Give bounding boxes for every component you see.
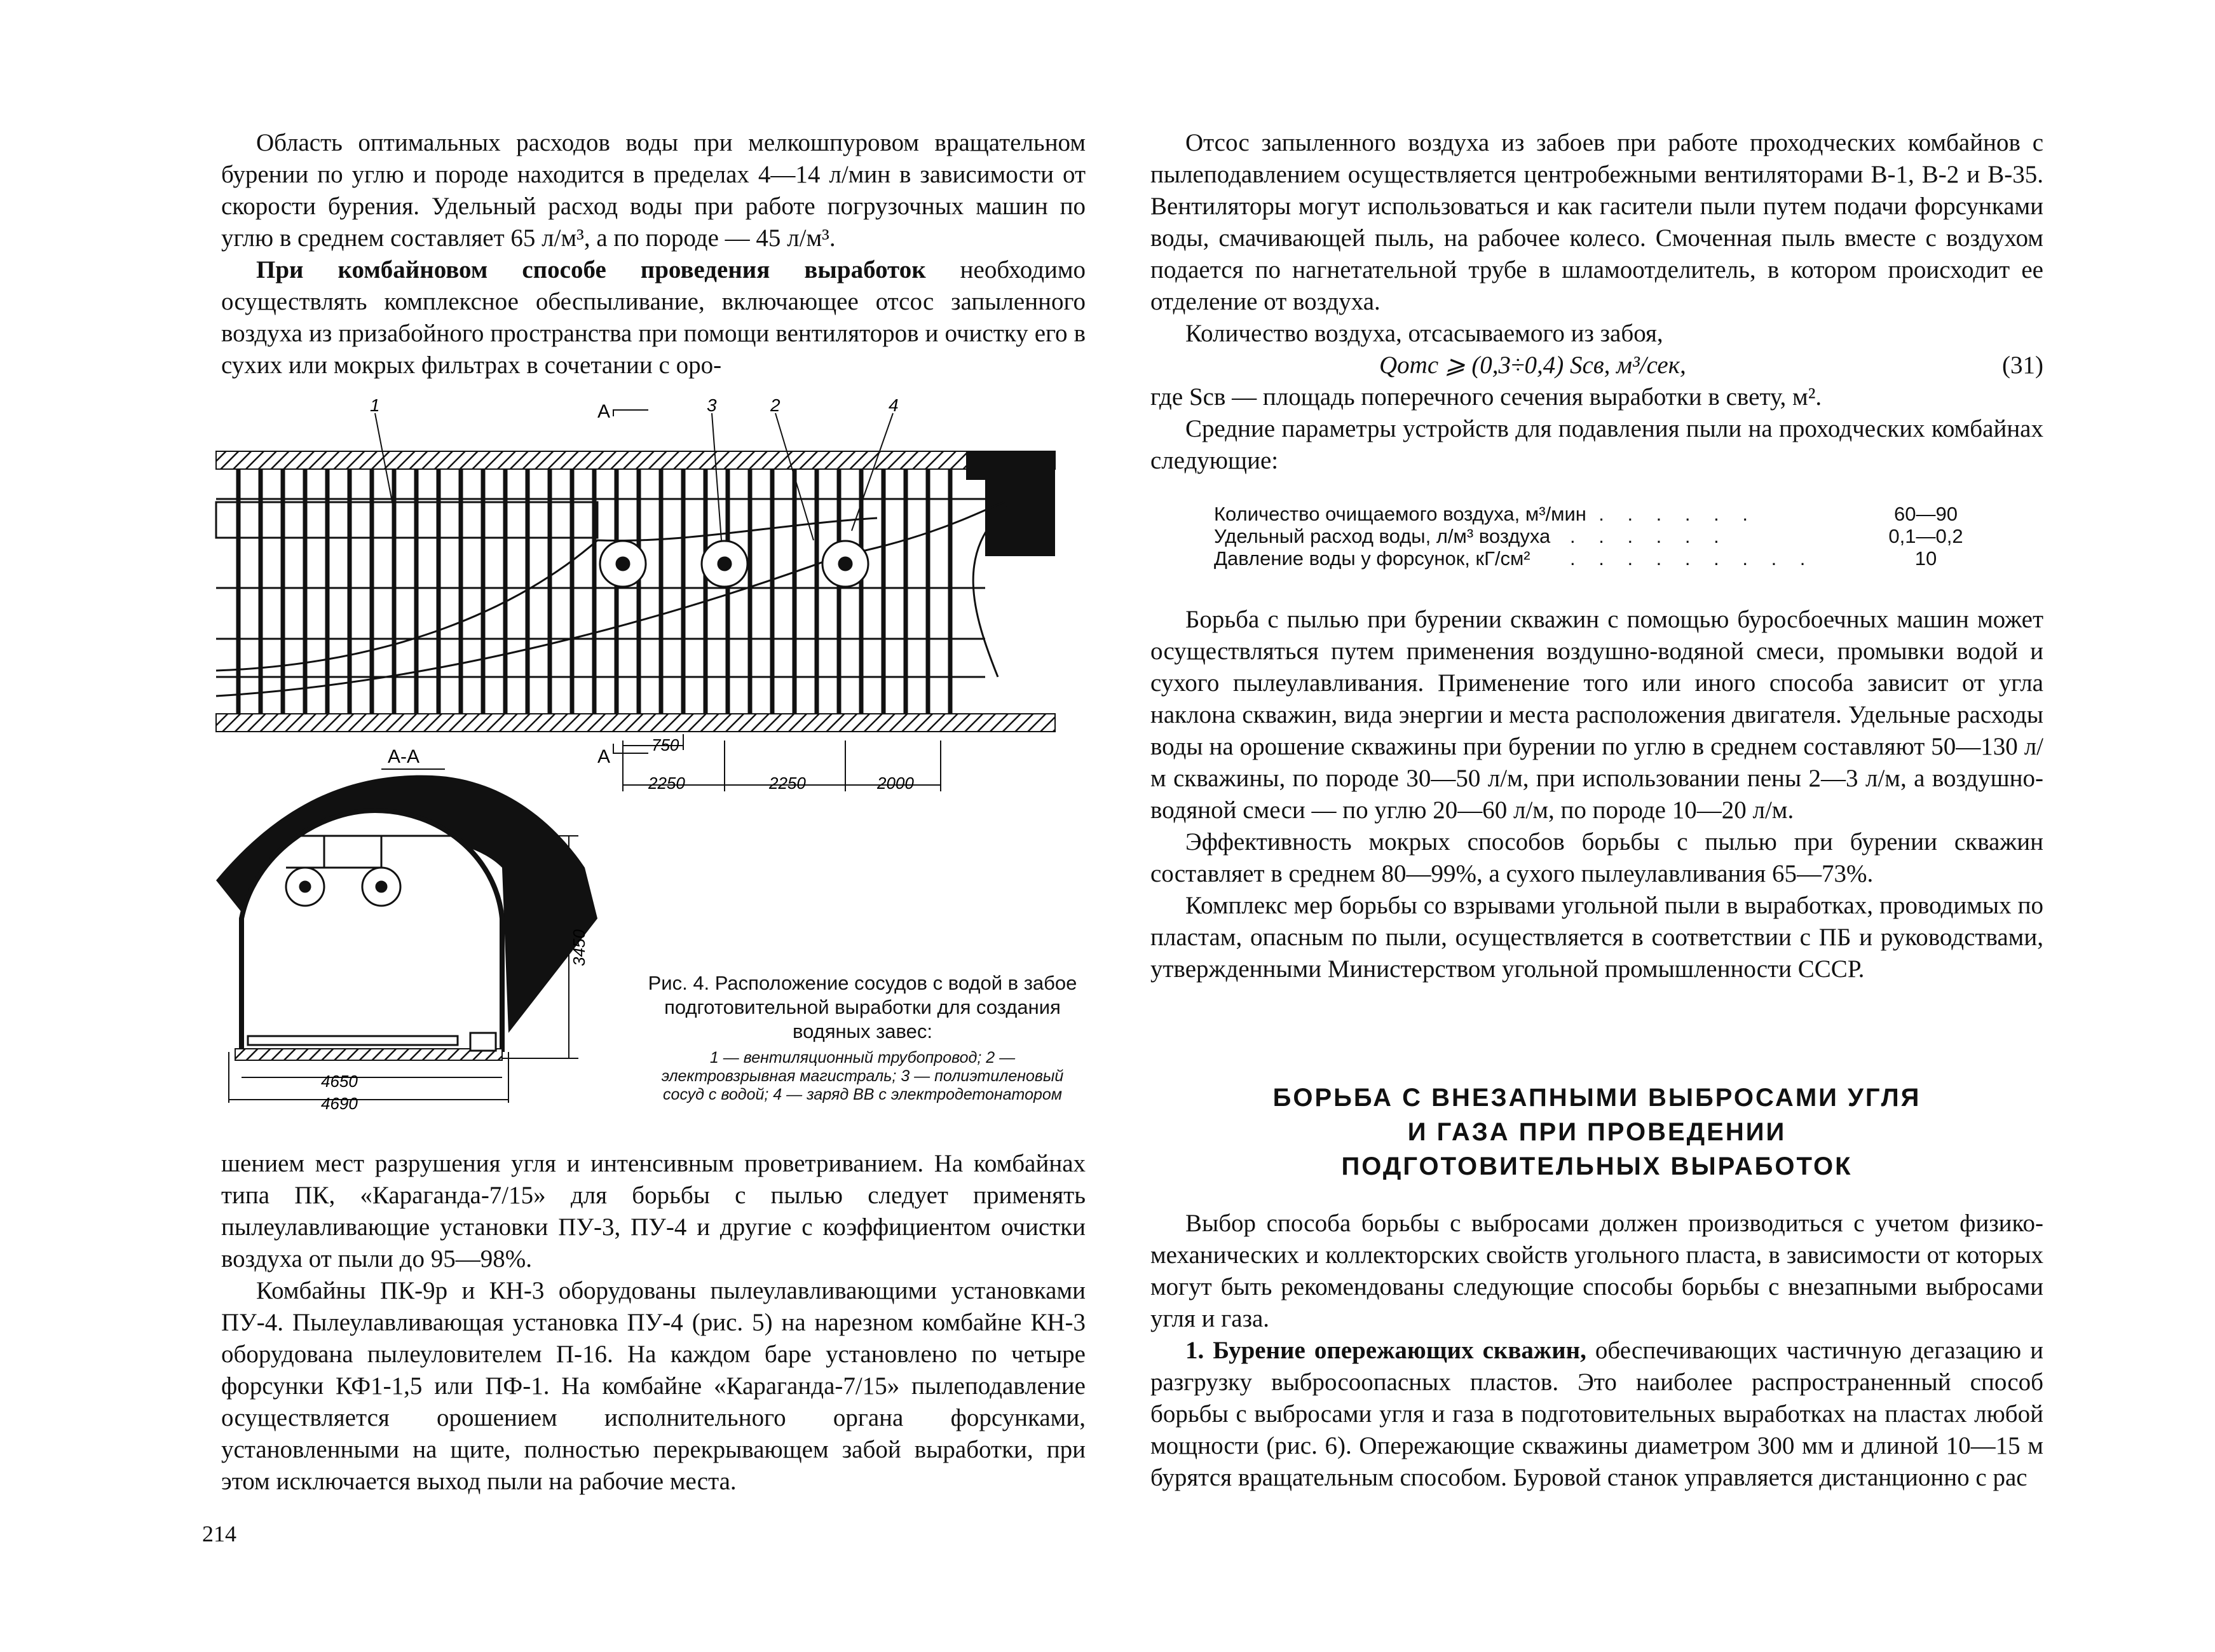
param-row: [1214, 503, 2015, 526]
dim-4690: 4690: [321, 1094, 358, 1113]
param-value: 0,1—0,2: [1888, 525, 1963, 547]
param-row: [1214, 548, 2015, 570]
section-mark-top: A: [597, 401, 611, 422]
equation: Qотс ⩾ (0,3÷0,4) Sсв, м³/сек,: [1379, 352, 1686, 379]
right-text-top: [1150, 127, 2043, 477]
section-title: А-А: [388, 746, 420, 767]
heading-line: ПОДГОТОВИТЕЛЬНЫХ ВЫРАБОТОК: [1341, 1152, 1853, 1180]
water-vessels: [600, 541, 868, 587]
figure-caption: [643, 971, 1082, 1104]
paragraph: где Sсв — площадь поперечного сечения выработки в свету, м².: [1150, 383, 1822, 411]
right-text-middle: [1150, 604, 2043, 985]
paragraph: Средние параметры устройств для подавления пыли на проходческих комбайнах следующие:: [1150, 415, 2043, 474]
section-heading: [1150, 1081, 2043, 1184]
param-name: Давление воды у форсунок, кГ/см²: [1214, 547, 1530, 570]
param-dots: . . . . . .: [1570, 525, 1728, 547]
dim-2250-1: 2250: [648, 774, 685, 793]
paragraph: Эффективность мокрых способов борьбы с пылью при бурении скважин составляет в среднем 80—99%, а сухого пылеулавливания 65—73%.: [1150, 828, 2043, 887]
dim-4650: 4650: [321, 1072, 358, 1091]
paragraph: Борьба с пылью при бурении скважин с помощью буросбоечных машин может осуществляться путем применения воздушно-водяной смеси, промывки водой и сухого пылеулавливания. Применение того или иного способа зависит от угла наклона скважин, вида энергии и места расположения двигателя. Удельные расходы воды на орошение скважины при бурении по углю в среднем составляют 50—130 л/м скважины, по породе 30—50 л/м, при использовании пены 2—3 л/м, а воздушно-водяной смеси — по углю 20—60 л/м, по породе 10—20 л/м.: [1150, 606, 2043, 824]
left-text-bottom: [221, 1148, 1086, 1498]
dim-2250-2: 2250: [769, 774, 806, 793]
param-name: Удельный расход воды, л/м³ воздуха: [1214, 525, 1551, 547]
paragraph: Комбайны ПК-9р и КН-3 оборудованы пылеулавливающими установками ПУ-4. Пылеулавливающая установка ПУ-4 (рис. 5) на нарезном комбайне КН-3 оборудована пылеуловителем П-16. На каждом баре установлено по четыре форсунки КФ1-1,5 или ПФ-1. На комбайне «Караганда-7/15» пылеподавление осуществляется орошением исполнительного органа форсунками, установленными на щите, полностью перекрывающем забой выработки, при этом исключается выход пыли на рабочие места.: [221, 1277, 1086, 1495]
label-4: 4: [889, 397, 899, 415]
dim-2000: 2000: [877, 774, 914, 793]
param-dots: . . . . . . .: [1570, 503, 1757, 525]
caption-legend: 1 — вентиляционный трубопровод; 2 — электровзрывная магистраль; 3 — полиэтиленовый сосуд с водой; 4 — заряд ВВ с электродетонатором: [661, 1049, 1064, 1103]
parameters-table: [1214, 503, 2015, 570]
right-text-bottom: [1150, 1208, 2043, 1494]
paragraph-rest: обеспечивающих частичную дегазацию и разгрузку выбросоопасных пластов. Это наиболее распространенный способ борьбы с выбросами угля и газа в подготовительных выработках на пластах любой мощности (рис. 6). Опережающие скважины диаметром 300 мм и длиной 10—15 м бурятся вращательным способом. Буровой станок управляется дистанционно с рас: [1150, 1337, 2043, 1491]
cross-section-view: [216, 746, 597, 1113]
label-2: 2: [770, 397, 780, 415]
bold-lead: При комбайновом способе проведения выработок: [256, 256, 926, 283]
param-name: Количество очищаемого воздуха, м³/мин: [1214, 503, 1586, 525]
param-dots: . . . . . . . . .: [1570, 547, 1815, 570]
param-value: 60—90: [1894, 503, 1958, 525]
paragraph: шением мест разрушения угля и интенсивным проветриванием. На комбайнах типа ПК, «Караганда-7/15» для борьбы с пылью следует применять пылеулавливающие установки ПУ-3, ПУ-4 и другие с коэффициентом очистки воздуха от пыли до 95—98%.: [221, 1150, 1086, 1273]
page-number: 214: [202, 1521, 236, 1546]
heading-line: БОРЬБА С ВНЕЗАПНЫМИ ВЫБРОСАМИ УГЛЯ: [1272, 1084, 1921, 1112]
caption-title: Рис. 4. Расположение сосудов с водой в забое подготовительной выработки для создания водяных завес:: [648, 972, 1077, 1042]
paragraph-rest: необходимо осуществлять комплексное обеспыливание, включающее отсос запыленного воздуха из призабойного пространства при помощи вентиляторов и очистку его в сухих или мокрых фильтрах в сочетании с оро-: [221, 256, 1086, 379]
bold-lead: 1. Бурение опережающих скважин,: [1185, 1337, 1586, 1364]
left-text-top: [221, 127, 1086, 381]
paragraph: Выбор способа борьбы с выбросами должен производиться с учетом физико-механических и коллекторских свойств угольного пласта, в зависимости от которых могут быть рекомендованы следующие способы борьбы с внезапными выбросами угля и газа.: [1150, 1210, 2043, 1332]
paragraph: Комплекс мер борьбы со взрывами угольной пыли в выработках, проводимых по пластам, опасным по пыли, осуществляется в соответствии с ПБ и руководствами, утвержденными Министерством угольной промышленности СССР.: [1150, 892, 2043, 983]
param-row: [1214, 526, 2015, 548]
paragraph: Отсос запыленного воздуха из забоев при работе проходческих комбайнов с пылеподавлением осуществляется центробежными вентиляторами В-1, В-2 и В-35. Вентиляторы могут использоваться и как гасители пыли путем подачи форсунками воды, смачивающей пыль, на рабочее колесо. Смоченная пыль вместе с воздухом подается по нагнетательной трубе в шламоотделитель, в котором происходит ее отделение от воздуха.: [1150, 129, 2043, 315]
heading-line: И ГАЗА ПРИ ПРОВЕДЕНИИ: [1407, 1118, 1787, 1146]
equation-31: [1150, 350, 2043, 381]
equation-number: (31): [2002, 352, 2043, 379]
plan-view: [216, 397, 1055, 767]
dim-750: 750: [651, 735, 679, 754]
section-mark-bottom: A: [597, 746, 611, 767]
paragraph: [1150, 1335, 2043, 1494]
label-3: 3: [707, 397, 717, 415]
label-1: 1: [370, 397, 380, 415]
dim-3450: 3450: [569, 929, 589, 966]
paragraph: Количество воздуха, отсасываемого из забоя,: [1185, 320, 1663, 347]
paragraph: [221, 254, 1086, 381]
paragraph: Область оптимальных расходов воды при мелкошпуровом вращательном бурении по углю и породе находится в пределах 4—14 л/мин в зависимости от скорости бурения. Удельный расход воды при работе погрузочных машин по углю в среднем составляет 65 л/м³, а по породе — 45 л/м³.: [221, 129, 1086, 252]
param-value: 10: [1914, 547, 1937, 570]
